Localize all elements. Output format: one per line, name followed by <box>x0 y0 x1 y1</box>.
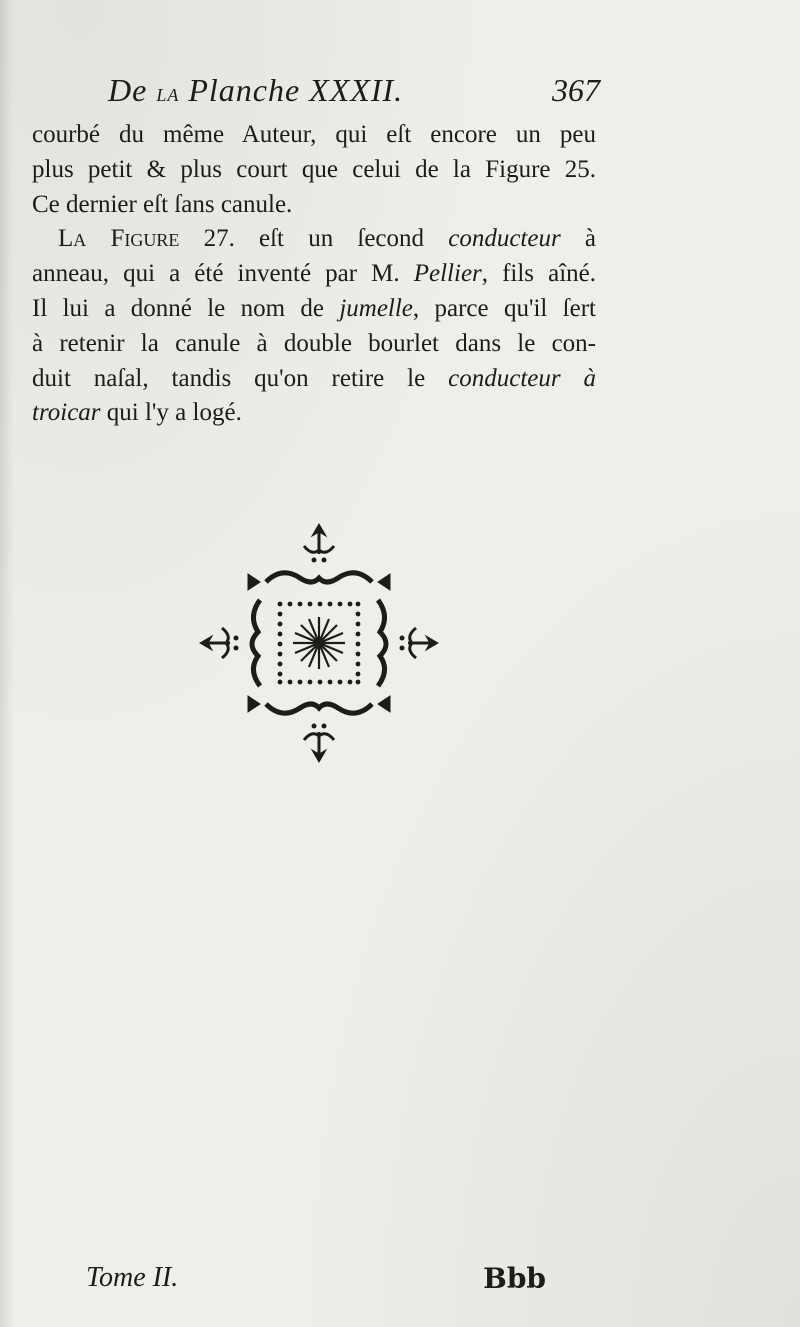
running-header <box>108 72 600 120</box>
text-run: 27. eſt un ſecond <box>179 225 449 253</box>
text-line <box>32 257 596 292</box>
running-title-planche: Planche <box>188 72 301 108</box>
text-line: courbé du même Auteur, qui eſt encore un peu <box>32 121 596 148</box>
text-run: duit naſal, tandis qu'on retire le <box>32 364 449 392</box>
running-title-la: la <box>156 78 180 107</box>
text-line <box>32 362 596 397</box>
page-edge-shadow <box>0 0 14 1327</box>
italic-term: conducteur à <box>448 364 596 392</box>
text-run: à <box>560 225 596 253</box>
volume-label: Tome II. <box>86 1262 179 1293</box>
signature-mark: Bbb <box>483 1262 546 1295</box>
italic-name: Pellier <box>413 260 482 288</box>
text-run: Il lui a donné le nom de <box>32 294 340 322</box>
text-run: qui l'y a logé. <box>100 399 242 427</box>
fleuron-ornament-icon <box>196 520 442 766</box>
text-run: anneau, qui a été inventé par M. <box>32 260 414 288</box>
running-title <box>108 72 403 109</box>
page-footer <box>86 1262 546 1302</box>
italic-term: jumelle <box>339 294 413 322</box>
running-title-numeral: XXXII. <box>309 72 404 108</box>
main-text <box>32 118 596 431</box>
running-title-de: De <box>108 72 148 108</box>
figure-label: La Figure <box>58 225 180 253</box>
text-line <box>32 396 596 431</box>
text-line <box>32 222 596 257</box>
italic-term: conducteur <box>448 225 561 253</box>
text-line: Ce dernier eſt ſans canule. <box>32 190 293 218</box>
italic-term: troicar <box>32 399 101 427</box>
text-run: , fils aîné. <box>481 260 596 288</box>
text-run: , parce qu'il ſert <box>412 294 596 322</box>
text-line: plus petit & plus court que celui de la Figure 25. <box>32 155 596 183</box>
text-line <box>32 292 596 327</box>
page-number: 367 <box>552 72 600 108</box>
text-line: à retenir la canule à double bourlet dans le con- <box>32 329 596 357</box>
